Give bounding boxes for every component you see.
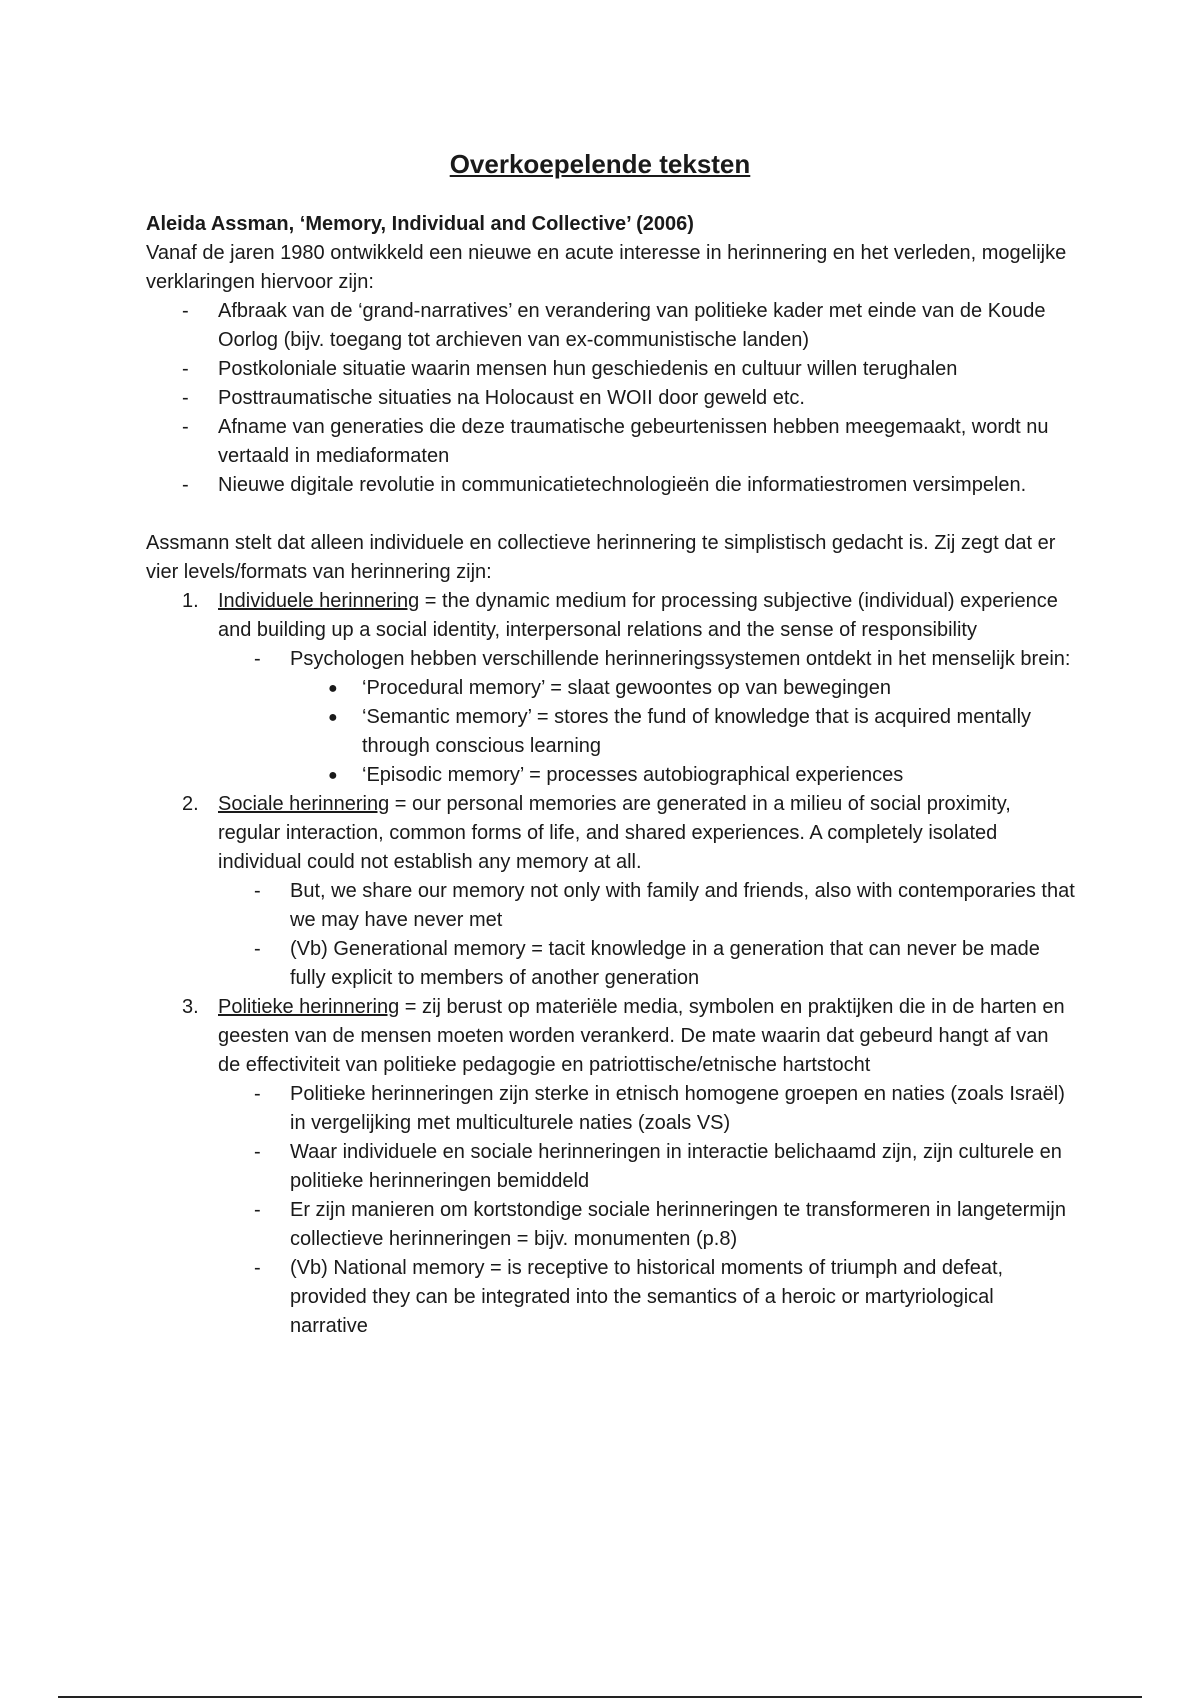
level-definition: = the dynamic medium for processing subjective (individual) experience and building up a social identity, interpersonal relations and the sense of responsibility xyxy=(218,590,1058,641)
dash-marker: - xyxy=(182,358,189,380)
levels-intro-paragraph: Assmann stelt dat alleen individuele en collectieve herinnering te simplistisch gedacht is. Zij zegt dat er vier levels/formats van herinnering zijn: xyxy=(146,532,1056,583)
section-heading: Aleida Assman, ‘Memory, Individual and Collective’ (2006) xyxy=(146,213,694,235)
level-term: Individuele herinnering xyxy=(218,590,420,612)
level-item-individual xyxy=(146,587,1076,645)
list-number: 3. xyxy=(182,996,199,1018)
dash-marker: - xyxy=(254,880,261,902)
list-number: 1. xyxy=(182,590,199,612)
dash-marker: - xyxy=(254,1257,261,1279)
dash-marker: - xyxy=(182,416,189,438)
dash-marker: - xyxy=(254,938,261,960)
level-item-political xyxy=(146,993,1076,1080)
list-item: - Afbraak van de ‘grand-narratives’ en verandering van politieke kader met einde van de Koude Oorlog (bijv. toegang tot archieven van ex-communistische landen) xyxy=(146,297,1076,355)
level-item-social xyxy=(146,790,1076,877)
dash-marker: - xyxy=(182,387,189,409)
sub-item: - Psychologen hebben verschillende herinneringssystemen ontdekt in het menselijk brein: xyxy=(146,645,1076,674)
bullet-marker: ● xyxy=(328,680,338,697)
level-definition: = our personal memories are generated in a milieu of social proximity, regular interaction, common forms of life, and shared experiences. A completely isolated individual could not establish any memory at all. xyxy=(218,793,1011,873)
page-bottom-rule xyxy=(58,1696,1142,1698)
sub-item: - (Vb) National memory = is receptive to historical moments of triumph and defeat, provided they can be integrated into the semantics of a heroic or martyriological narrative xyxy=(146,1254,1076,1341)
bullet-marker: ● xyxy=(328,709,338,726)
dash-marker: - xyxy=(182,474,189,496)
sub-item: - Politieke herinneringen zijn sterke in etnisch homogene groepen en naties (zoals Israël) in vergelijking met multiculturele naties (zoals VS) xyxy=(146,1080,1076,1138)
list-item: - Postkoloniale situatie waarin mensen hun geschiedenis en cultuur willen terughalen xyxy=(146,355,1076,384)
section-assman xyxy=(146,210,1076,1341)
sub-item: - (Vb) Generational memory = tacit knowledge in a generation that can never be made fully explicit to members of another generation xyxy=(146,935,1076,993)
explanations-list xyxy=(146,297,1076,500)
bullet-marker: ● xyxy=(328,767,338,784)
page-title: Overkoepelende teksten xyxy=(449,149,751,179)
level-term: Politieke herinnering xyxy=(218,996,400,1018)
spacer xyxy=(146,500,1076,529)
levels-list xyxy=(146,587,1076,1341)
level-term: Sociale herinnering xyxy=(218,793,390,815)
list-item: - Nieuwe digitale revolutie in communicatietechnologieën die informatiestromen versimpelen. xyxy=(146,471,1076,500)
sub-item: - But, we share our memory not only with family and friends, also with contemporaries that we may have never met xyxy=(146,877,1076,935)
dash-marker: - xyxy=(182,300,189,322)
bullet-item: ● ‘Episodic memory’ = processes autobiographical experiences xyxy=(146,761,1076,790)
bullet-item: ● ‘Semantic memory’ = stores the fund of knowledge that is acquired mentally through conscious learning xyxy=(146,703,1076,761)
list-item: - Afname van generaties die deze traumatische gebeurtenissen hebben meegemaakt, wordt nu vertaald in mediaformaten xyxy=(146,413,1076,471)
dash-marker: - xyxy=(254,1083,261,1105)
dash-marker: - xyxy=(254,1199,261,1221)
bullet-item: ● ‘Procedural memory’ = slaat gewoontes op van bewegingen xyxy=(146,674,1076,703)
intro-paragraph: Vanaf de jaren 1980 ontwikkeld een nieuwe en acute interesse in herinnering en het verleden, mogelijke verklaringen hiervoor zijn: xyxy=(146,242,1067,293)
list-item: - Posttraumatische situaties na Holocaust en WOII door geweld etc. xyxy=(146,384,1076,413)
sub-item: - Waar individuele en sociale herinneringen in interactie belichaamd zijn, zijn culturele en politieke herinneringen bemiddeld xyxy=(146,1138,1076,1196)
sub-item: - Er zijn manieren om kortstondige sociale herinneringen te transformeren in langetermijn collectieve herinneringen = bijv. monumenten (p.8) xyxy=(146,1196,1076,1254)
dash-marker: - xyxy=(254,1141,261,1163)
level-definition: = zij berust op materiële media, symbolen en praktijken die in de harten en geesten van de mensen moeten worden verankerd. De mate waarin dat gebeurd hangt af van de effectiviteit van politieke pedagogie en patriottische/etnische hartstocht xyxy=(218,996,1065,1076)
dash-marker: - xyxy=(254,648,261,670)
list-number: 2. xyxy=(182,793,199,815)
